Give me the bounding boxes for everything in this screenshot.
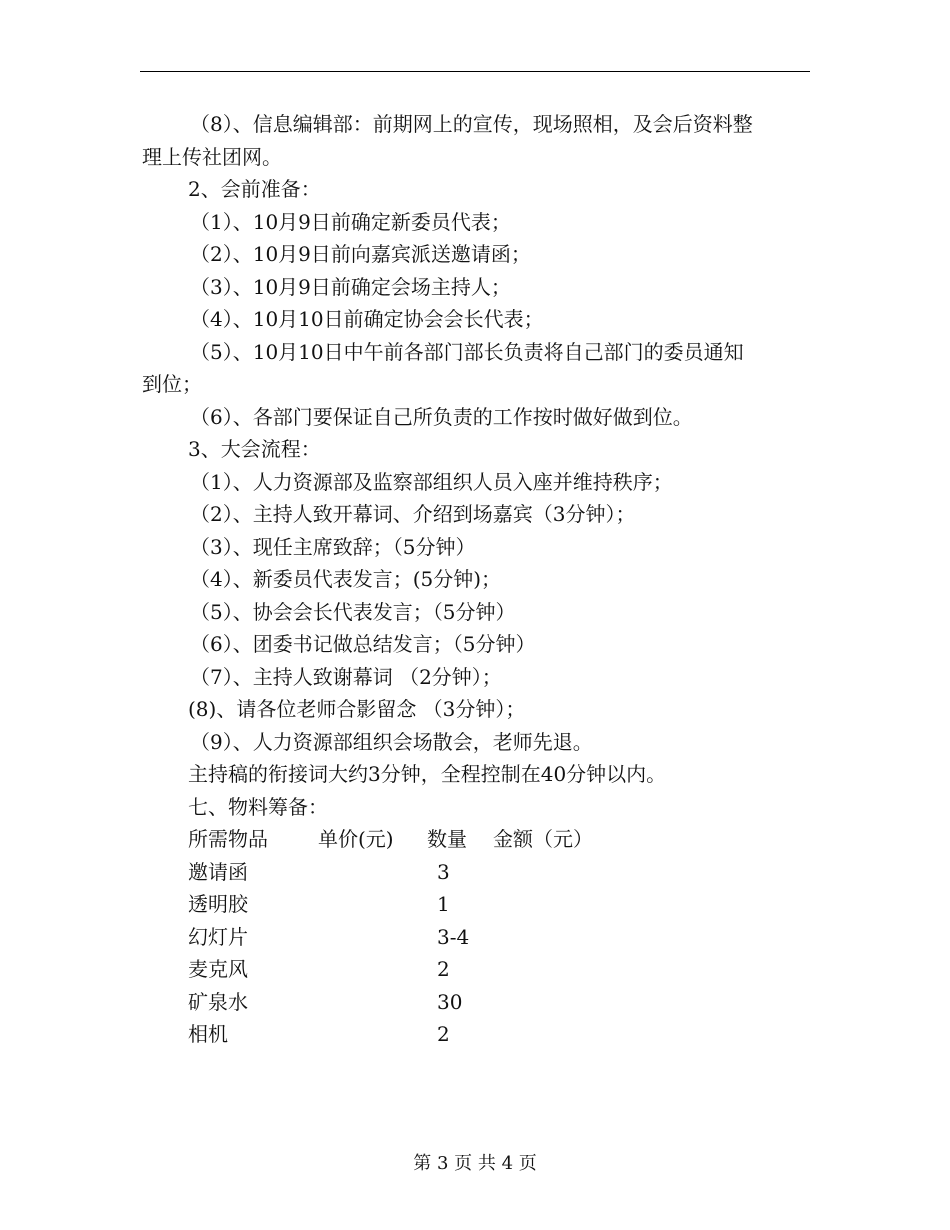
paragraph-line: （4）、10月10日前确定协会会长代表； bbox=[190, 307, 544, 331]
paragraph-line: 到位； bbox=[142, 372, 202, 396]
paragraph-line: （3）、现任主席致辞；（5分钟） bbox=[190, 534, 476, 559]
material-item: 矿泉水 bbox=[188, 989, 248, 1014]
material-quantity: 2 bbox=[437, 1022, 450, 1046]
header-unit-price: 单价(元) bbox=[318, 827, 394, 851]
paragraph-line: （8）、信息编辑部：前期网上的宣传，现场照相，及会后资料整 bbox=[190, 112, 753, 136]
header-item: 所需物品 bbox=[188, 827, 268, 851]
materials-header-row bbox=[0, 823, 950, 856]
document-body bbox=[0, 108, 950, 1051]
paragraph-line: （4）、新委员代表发言；(5分钟)； bbox=[190, 567, 502, 591]
section-heading: 3、大会流程： bbox=[188, 437, 321, 461]
materials-row bbox=[0, 888, 950, 921]
material-quantity: 3 bbox=[437, 859, 450, 884]
material-item: 邀请函 bbox=[188, 859, 248, 884]
header-quantity: 数量 bbox=[427, 827, 467, 851]
material-item: 幻灯片 bbox=[188, 924, 248, 949]
section-heading: 2、会前准备： bbox=[188, 177, 321, 201]
paragraph-line: （1）、10月9日前确定新委员代表； bbox=[190, 209, 511, 234]
paragraph-line: （2）、10月9日前向嘉宾派送邀请函； bbox=[190, 242, 531, 266]
paragraph-line: （5）、10月10日中午前各部门部长负责将自己部门的委员通知 bbox=[190, 339, 744, 364]
paragraph-line: (8)、请各位老师合影留念 （3分钟）； bbox=[188, 697, 526, 721]
paragraph-line: （6）、团委书记做总结发言；（5分钟） bbox=[190, 632, 536, 656]
materials-row bbox=[0, 1018, 950, 1051]
section-heading: 七、物料筹备： bbox=[188, 794, 328, 819]
materials-row bbox=[0, 986, 950, 1019]
materials-row bbox=[0, 921, 950, 954]
header-rule bbox=[140, 71, 810, 72]
material-item: 透明胶 bbox=[188, 892, 248, 916]
paragraph-line: （9）、人力资源部组织会场散会，老师先退。 bbox=[190, 729, 593, 754]
paragraph-line: 主持稿的衔接词大约3分钟，全程控制在40分钟以内。 bbox=[188, 762, 667, 786]
paragraph-line: （5）、协会会长代表发言；（5分钟） bbox=[190, 599, 516, 624]
paragraph-line: 理上传社团网。 bbox=[142, 144, 282, 169]
paragraph-line: （2）、主持人致开幕词、介绍到场嘉宾（3分钟）； bbox=[190, 502, 636, 526]
material-quantity: 2 bbox=[437, 957, 450, 981]
material-item: 相机 bbox=[188, 1022, 228, 1046]
materials-row bbox=[0, 953, 950, 986]
material-quantity: 1 bbox=[437, 892, 450, 916]
materials-row bbox=[0, 856, 950, 889]
material-quantity: 3-4 bbox=[437, 924, 470, 949]
material-quantity: 30 bbox=[437, 989, 463, 1014]
paragraph-line: （6）、各部门要保证自己所负责的工作按时做好做到位。 bbox=[190, 404, 693, 429]
paragraph-line: （7）、主持人致谢幕词 （2分钟）； bbox=[190, 664, 502, 689]
page-number-footer: 第 3 页 共 4 页 bbox=[413, 1153, 537, 1174]
material-item: 麦克风 bbox=[188, 957, 248, 981]
paragraph-line: （3）、10月9日前确定会场主持人； bbox=[190, 274, 511, 299]
paragraph-line: （1）、人力资源部及监察部组织人员入座并维持秩序； bbox=[190, 469, 673, 494]
header-amount: 金额（元） bbox=[493, 827, 593, 851]
